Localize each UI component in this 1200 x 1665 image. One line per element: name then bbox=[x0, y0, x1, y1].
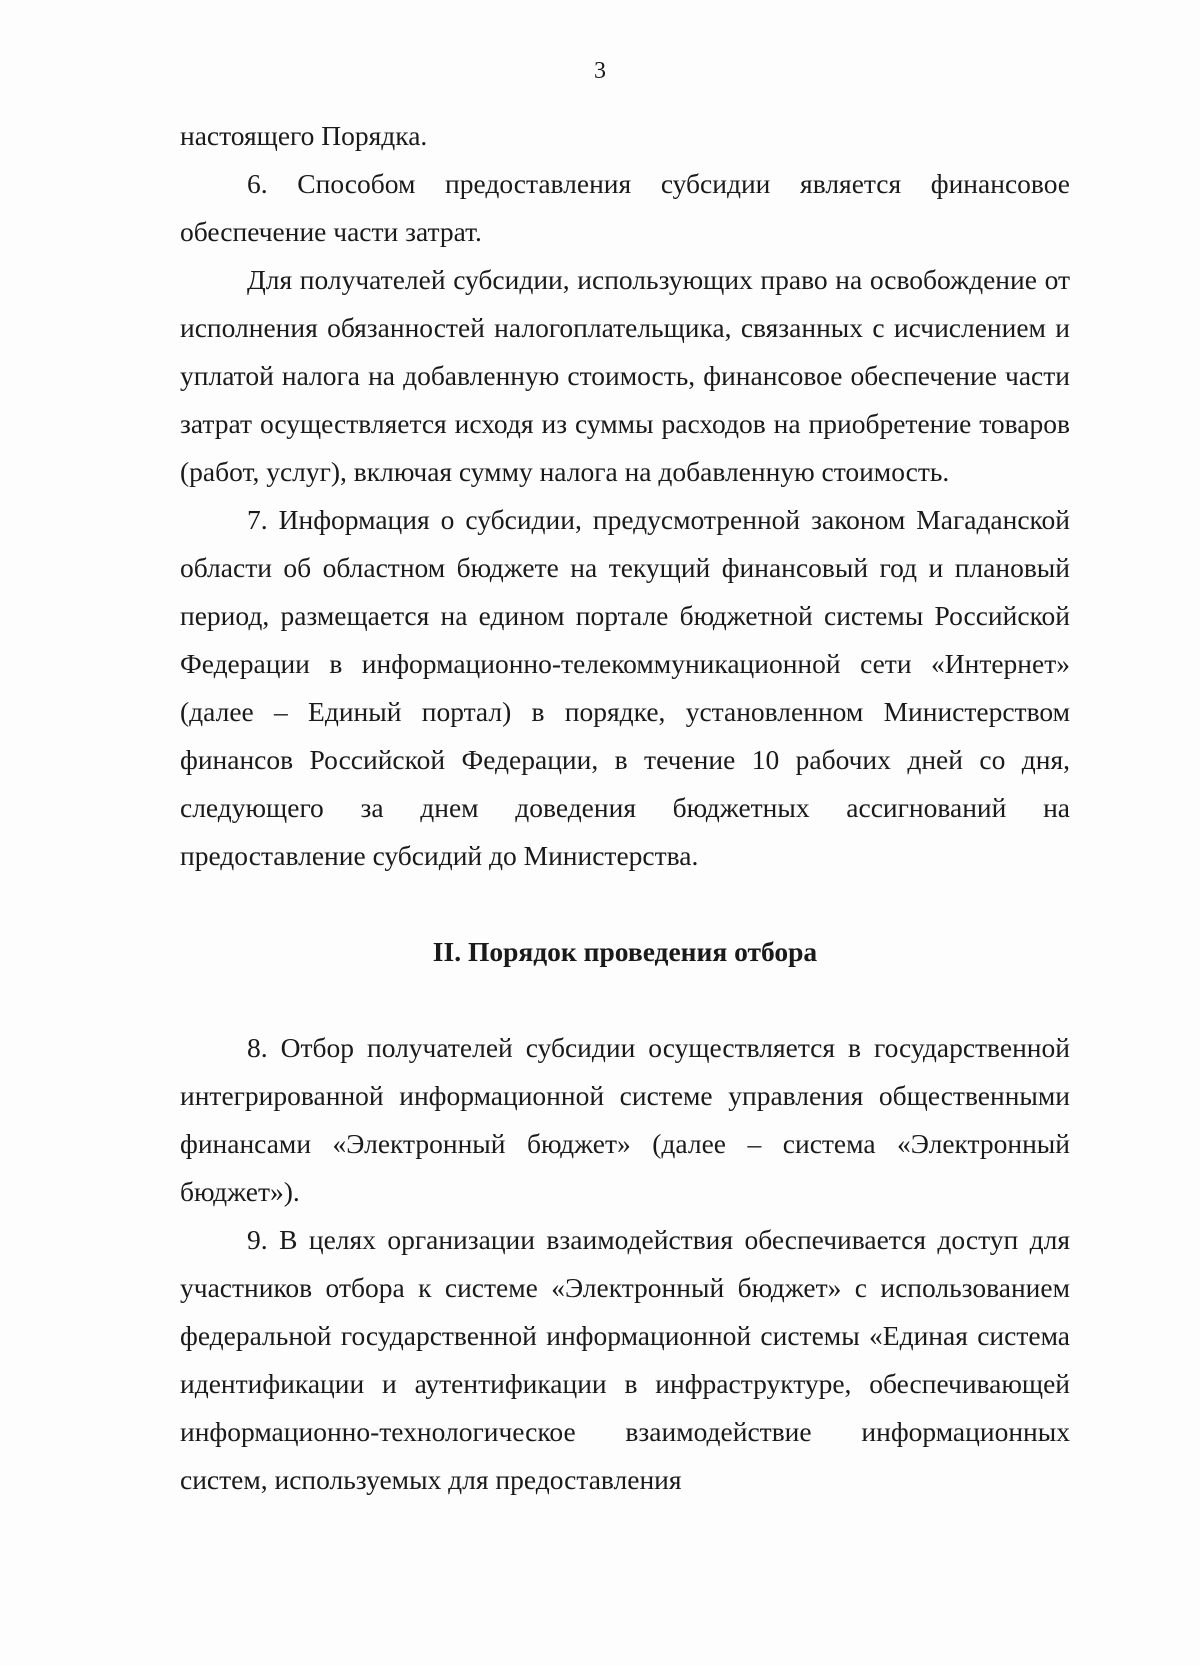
paragraph-7: 7. Информация о субсидии, предусмотренной законом Магаданской области об областном бюджете на текущий финансовый год и плановый период, размещается на едином портале бюджетной системы Российской Федерации в информационно-телекоммуникационной сети «Интернет» (далее – Единый портал) в порядке, установленном Министерством финансов Российской Федерации, в течение 10 рабочих дней со дня, следующего за днем доведения бюджетных ассигнований на предоставление субсидий до Министерства. bbox=[180, 504, 1070, 871]
paragraph-6: 6. Способом предоставления субсидии является финансовое обеспечение части затрат. bbox=[180, 168, 1070, 247]
section-heading: II. Порядок проведения отбора bbox=[432, 936, 818, 967]
paragraph-8: 8. Отбор получателей субсидии осуществляется в государственной интегрированной информационной системе управления общественными финансами «Электронный бюджет» (далее – система «Электронный бюджет»). bbox=[180, 1032, 1070, 1207]
paragraph-continuation: настоящего Порядка. bbox=[180, 120, 428, 151]
document-body bbox=[180, 112, 1070, 1504]
page-number: 3 bbox=[594, 58, 606, 84]
paragraph-6-vat: Для получателей субсидии, использующих право на освобождение от исполнения обязанностей налогоплательщика, связанных с исчислением и уплатой налога на добавленную стоимость, финансовое обеспечение части затрат осуществляется исходя из суммы расходов на приобретение товаров (работ, услуг), включая сумму налога на добавленную стоимость. bbox=[180, 264, 1070, 487]
paragraph-9: 9. В целях организации взаимодействия обеспечивается доступ для участников отбора к системе «Электронный бюджет» с использованием федеральной государственной информационной системы «Единая система идентификации и аутентификации в инфраструктуре, обеспечивающей информационно-технологическое взаимодействие информационных систем, используемых для предоставления bbox=[180, 1224, 1070, 1495]
